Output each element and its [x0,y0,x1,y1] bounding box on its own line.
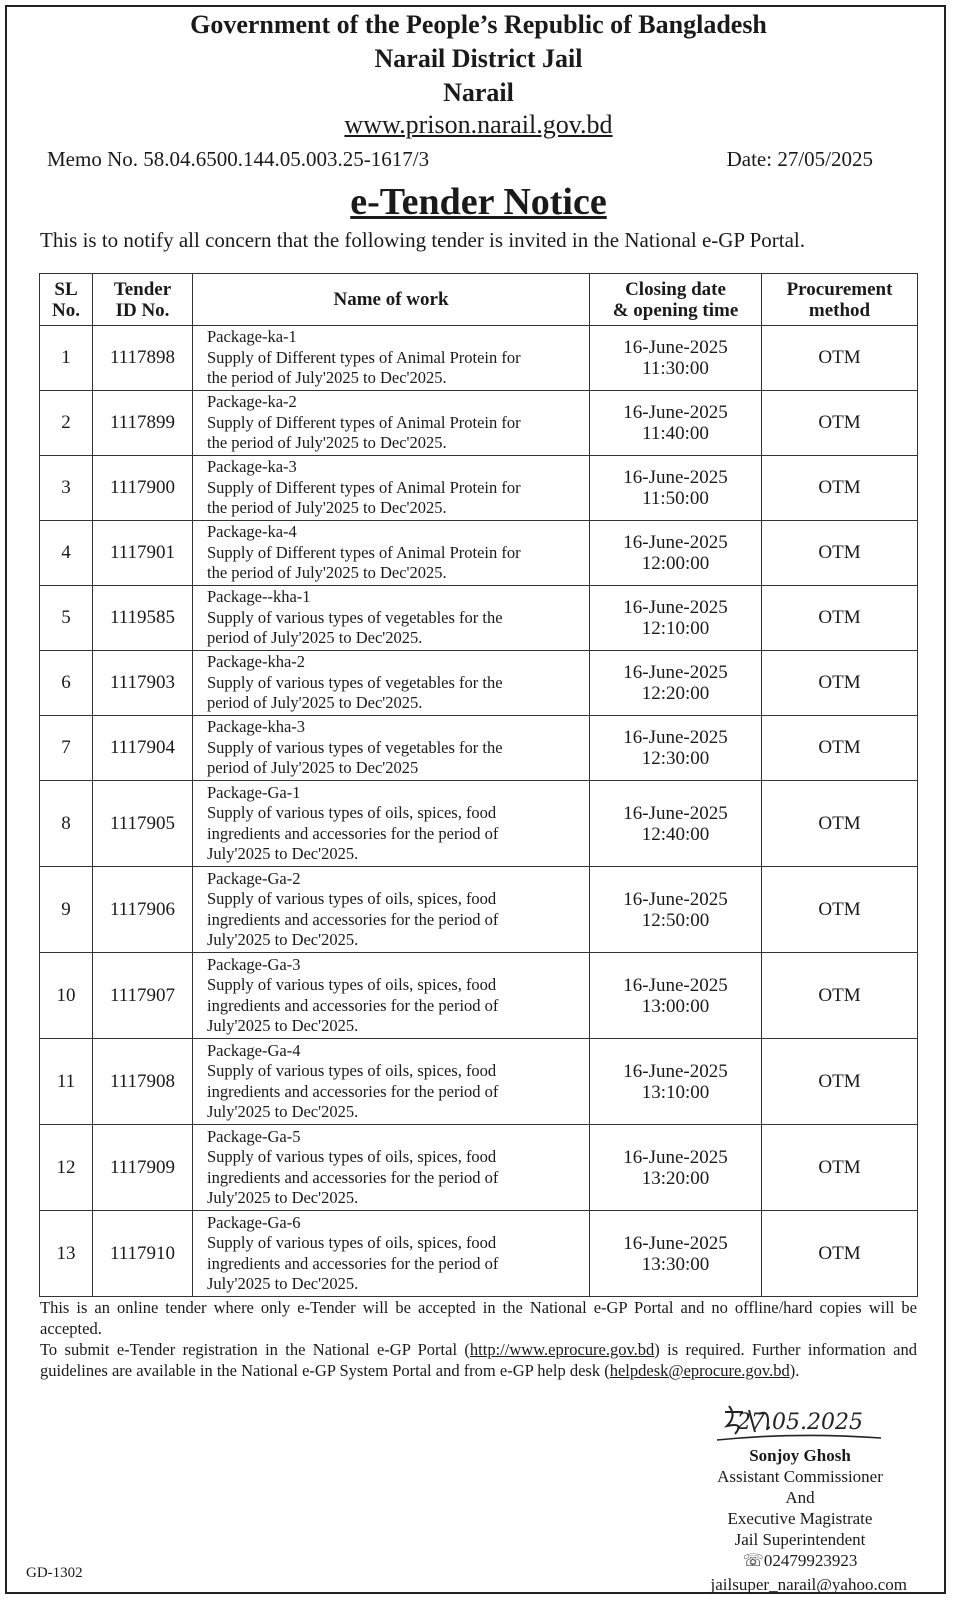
cell-closing-date: 16-June-2025 11:50:00 [590,456,762,521]
signatory-title-4: Jail Superintendent [734,1530,866,1549]
table-row [40,716,918,781]
cell-tender-id: 1117900 [93,456,193,521]
cell-name-of-work: Package-Ga-4 Supply of various types of oils, spices, food ingredients and accessories for the period of July'2025 to Dec'2025. [193,1039,590,1125]
cell-procurement-method: OTM [762,391,918,456]
cell-tender-id: 1117899 [93,391,193,456]
cell-tender-id: 1117910 [93,1211,193,1297]
cell-closing-date: 16-June-2025 12:20:00 [590,651,762,716]
cell-procurement-method: OTM [762,953,918,1039]
signature-handwritten-date: 27.05.2025 [737,1410,863,1435]
table-row [40,326,918,391]
cell-closing-date: 16-June-2025 12:50:00 [590,867,762,953]
signatory-name: Sonjoy Ghosh [749,1446,851,1465]
cell-name-of-work: Package-kha-3 Supply of various types of vegetables for the period of July'2025 to Dec'2025 [193,716,590,781]
table-row [40,1039,918,1125]
cell-closing-date: 16-June-2025 12:00:00 [590,521,762,586]
cell-closing-date: 16-June-2025 11:30:00 [590,326,762,391]
cell-procurement-method: OTM [762,1125,918,1211]
cell-name-of-work: Package-Ga-2 Supply of various types of oils, spices, food ingredients and accessories for the period of July'2025 to Dec'2025. [193,867,590,953]
cell-sl: 4 [40,521,93,586]
table-row [40,651,918,716]
cell-name-of-work: Package-kha-2 Supply of various types of vegetables for the period of July'2025 to Dec'2025. [193,651,590,716]
cell-name-of-work: Package-Ga-5 Supply of various types of oils, spices, food ingredients and accessories for the period of July'2025 to Dec'2025. [193,1125,590,1211]
table-row [40,867,918,953]
cell-sl: 5 [40,586,93,651]
cell-tender-id: 1117905 [93,781,193,867]
table-row [40,1211,918,1297]
cell-tender-id: 1117898 [93,326,193,391]
cell-tender-id: 1117904 [93,716,193,781]
note-online-tender: This is an online tender where only e-Tender will be accepted in the National e-GP Portal and no offline/hard copies will be accepted. [40,1298,917,1338]
cell-sl: 3 [40,456,93,521]
cell-closing-date: 16-June-2025 12:40:00 [590,781,762,867]
cell-name-of-work: Package-Ga-6 Supply of various types of oils, spices, food ingredients and accessories for the period of July'2025 to Dec'2025. [193,1211,590,1297]
phone-icon: ☏ [742,1551,764,1570]
cell-tender-id: 1117901 [93,521,193,586]
table-row [40,781,918,867]
cell-procurement-method: OTM [762,651,918,716]
cell-procurement-method: OTM [762,521,918,586]
table-row [40,953,918,1039]
cell-tender-id: 1119585 [93,586,193,651]
cell-sl: 7 [40,716,93,781]
cell-closing-date: 16-June-2025 12:10:00 [590,586,762,651]
header-website-link[interactable]: www.prison.narail.gov.bd [344,110,613,139]
signatory-title-3: Executive Magistrate [727,1509,873,1528]
header-closing-date: Closing date & opening time [590,274,762,326]
helpdesk-email-link[interactable]: helpdesk@eprocure.gov.bd [609,1360,790,1380]
cell-tender-id: 1117903 [93,651,193,716]
cell-procurement-method: OTM [762,326,918,391]
cell-tender-id: 1117908 [93,1039,193,1125]
cell-closing-date: 16-June-2025 13:30:00 [590,1211,762,1297]
header-office: Narail District Jail [374,44,583,73]
cell-closing-date: 16-June-2025 13:00:00 [590,953,762,1039]
cell-sl: 11 [40,1039,93,1125]
cell-procurement-method: OTM [762,1211,918,1297]
memo-number: Memo No. 58.04.6500.144.05.003.25-1617/3 [47,147,430,171]
page-title: e-Tender Notice [350,181,607,223]
cell-name-of-work: Package-Ga-3 Supply of various types of oils, spices, food ingredients and accessories for the period of July'2025 to Dec'2025. [193,953,590,1039]
signatory-title-1: Assistant Commissioner [717,1467,883,1486]
cell-procurement-method: OTM [762,781,918,867]
header-location: Narail [443,78,514,107]
cell-name-of-work: Package-ka-1 Supply of Different types of Animal Protein for the period of July'2025 to Dec'2025. [193,326,590,391]
cell-procurement-method: OTM [762,1039,918,1125]
cell-name-of-work: Package--kha-1 Supply of various types of vegetables for the period of July'2025 to Dec'2025. [193,586,590,651]
table-row [40,391,918,456]
cell-tender-id: 1117907 [93,953,193,1039]
signatory-title-2: And [785,1488,815,1507]
header-procurement-method: Procurement method [762,274,918,326]
cell-closing-date: 16-June-2025 13:20:00 [590,1125,762,1211]
header-name-of-work: Name of work [193,274,590,326]
cell-sl: 1 [40,326,93,391]
cell-procurement-method: OTM [762,456,918,521]
cell-procurement-method: OTM [762,716,918,781]
header-sl: SL No. [40,274,93,326]
cell-procurement-method: OTM [762,586,918,651]
cell-sl: 8 [40,781,93,867]
notice-date: Date: 27/05/2025 [726,147,873,171]
intro-text: This is to notify all concern that the following tender is invited in the National e-GP Portal. [40,228,805,252]
signatory-email[interactable]: jailsuper_narail@yahoo.com [710,1575,907,1594]
cell-sl: 9 [40,867,93,953]
table-row [40,1125,918,1211]
cell-tender-id: 1117909 [93,1125,193,1211]
footer-code: GD-1302 [26,1565,83,1581]
cell-sl: 2 [40,391,93,456]
cell-closing-date: 16-June-2025 12:30:00 [590,716,762,781]
signatory-phone: ☏02479923923 [742,1551,858,1570]
cell-closing-date: 16-June-2025 13:10:00 [590,1039,762,1125]
cell-procurement-method: OTM [762,867,918,953]
header-government: Government of the People’s Republic of Bangladesh [190,10,767,39]
cell-tender-id: 1117906 [93,867,193,953]
header-tender-id: Tender ID No. [93,274,193,326]
cell-name-of-work: Package-ka-2 Supply of Different types of Animal Protein for the period of July'2025 to Dec'2025. [193,391,590,456]
cell-sl: 10 [40,953,93,1039]
table-header-row [40,274,918,326]
cell-sl: 13 [40,1211,93,1297]
table-row [40,456,918,521]
eprocure-link[interactable]: http://www.eprocure.gov.bd [469,1340,655,1359]
cell-sl: 12 [40,1125,93,1211]
note-registration: To submit e-Tender registration in the National e-GP Portal (http://www.eprocure.gov.bd) is required. Further information and guidelines are available in the National e-GP System Portal and from e-GP help desk (helpdesk@eprocure.gov.bd). [40,1340,917,1380]
table-row [40,586,918,651]
cell-name-of-work: Package-ka-3 Supply of Different types of Animal Protein for the period of July'2025 to Dec'2025. [193,456,590,521]
cell-name-of-work: Package-ka-4 Supply of Different types of Animal Protein for the period of July'2025 to Dec'2025. [193,521,590,586]
tender-table [39,273,918,1297]
cell-sl: 6 [40,651,93,716]
cell-name-of-work: Package-Ga-1 Supply of various types of oils, spices, food ingredients and accessories for the period of July'2025 to Dec'2025. [193,781,590,867]
table-row [40,521,918,586]
cell-closing-date: 16-June-2025 11:40:00 [590,391,762,456]
signature-image [715,1402,885,1446]
